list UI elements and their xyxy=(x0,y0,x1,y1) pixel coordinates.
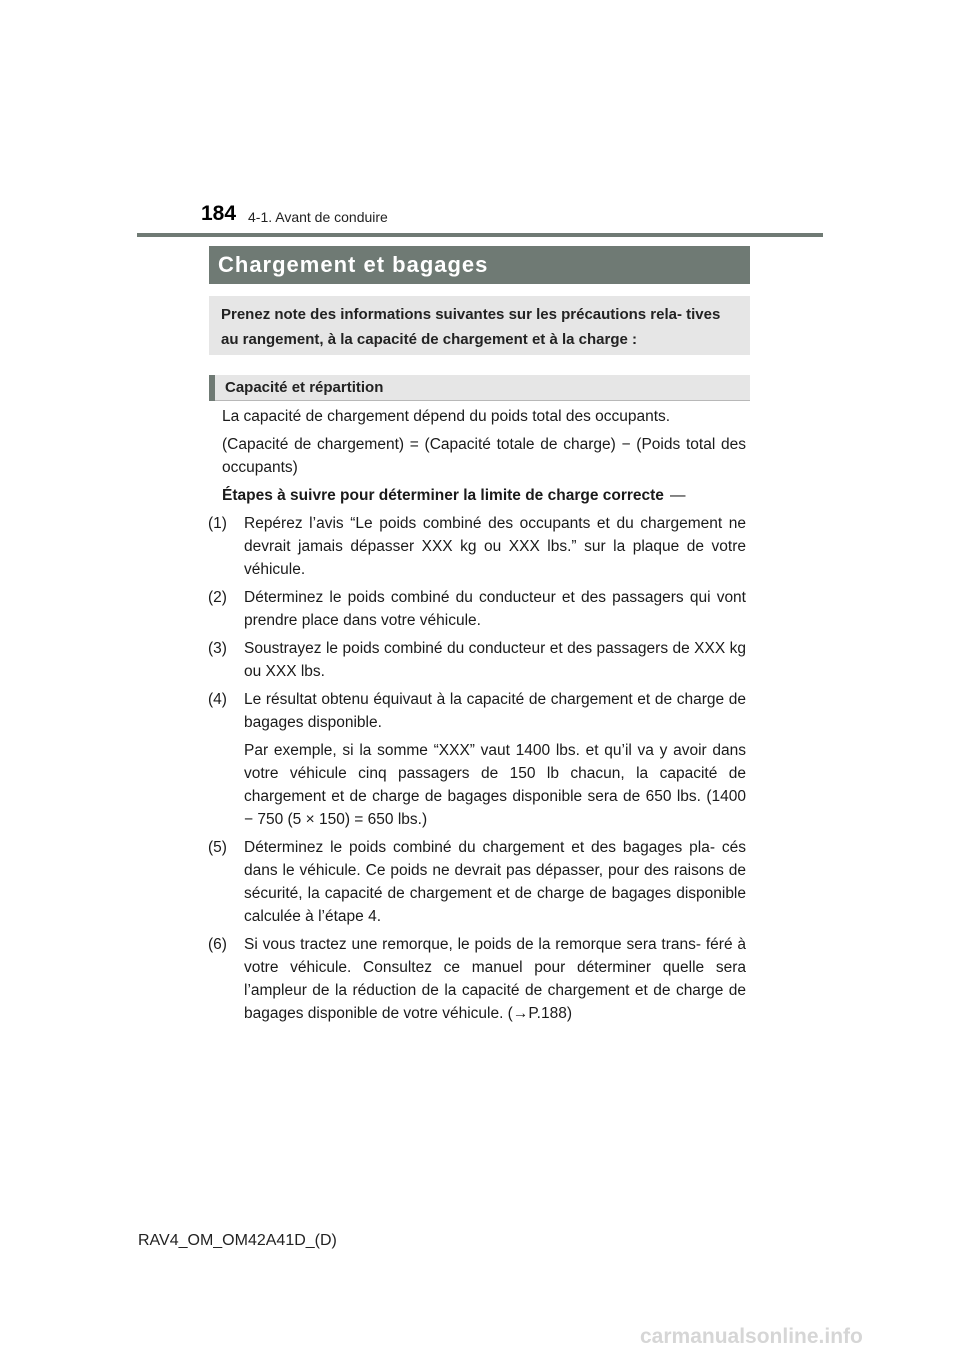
step-number: (3) xyxy=(208,640,227,657)
step-item xyxy=(208,933,746,1025)
step-example: Par exemple, si la somme “XXX” vaut 1400 lbs. et qu’il va y avoir dans votre véhicule cinq passagers de 150 lb chacun, la capacité de chargement et de charge de bagages disponible sera de 650 lbs. (1400 − 750 (5 × 150) = 650 lbs.) xyxy=(244,742,746,828)
title-banner xyxy=(209,246,750,284)
page-title: Chargement et bagages xyxy=(218,252,489,277)
step-text: Soustrayez le poids combiné du conducteur et des passagers de XXX kg ou XXX lbs. xyxy=(244,640,746,680)
watermark: carmanualsonline.info xyxy=(640,1325,863,1348)
step-number: (1) xyxy=(208,515,227,532)
step-text: Le résultat obtenu équivaut à la capacité de chargement et de charge de bagages disponible. xyxy=(244,691,746,731)
section-heading xyxy=(209,375,750,401)
steps-title xyxy=(208,484,746,507)
section-heading-accent xyxy=(209,375,215,401)
step-text: Si vous tractez une remorque, le poids de la remorque sera trans- féré à votre véhicule. Consultez ce manuel pour déterminer quelle sera l’ampleur de la réduction de la capacité de chargement et de charge de bagages disponible de votre véhicule. (→P.188) xyxy=(244,936,746,1022)
step-number: (2) xyxy=(208,589,227,606)
step-item xyxy=(208,512,746,581)
step-item xyxy=(208,637,746,683)
section-heading-label: Capacité et répartition xyxy=(225,379,384,396)
header-divider xyxy=(137,233,823,237)
steps-title-dash: — xyxy=(669,487,686,504)
page-number: 184 xyxy=(201,202,237,225)
paragraph-capacity: La capacité de chargement dépend du poids total des occupants. xyxy=(222,408,671,425)
step-item xyxy=(208,836,746,928)
step-item xyxy=(208,688,746,734)
step-text: Repérez l’avis “Le poids combiné des occupants et du chargement ne devrait jamais dépasser XXX kg ou XXX lbs.” sur la plaque de votre véhicule. xyxy=(244,515,746,578)
step-number: (5) xyxy=(208,839,227,856)
step-number: (6) xyxy=(208,936,227,953)
breadcrumb: 4-1. Avant de conduire xyxy=(248,209,388,225)
paragraph-formula: (Capacité de chargement) = (Capacité totale de charge) − (Poids total des occupants) xyxy=(222,436,746,476)
steps-title-text: Étapes à suivre pour déterminer la limite de charge correcte xyxy=(222,487,664,504)
step-item xyxy=(208,586,746,632)
step-number: (4) xyxy=(208,691,227,708)
step-text: Déterminez le poids combiné du chargement et des bagages pla- cés dans le véhicule. Ce poids ne devrait pas dépasser, pour des raisons de sécurité, la capacité de chargement et de charge de bagages disponible calculée à l’étape 4. xyxy=(244,839,746,925)
step-text: Déterminez le poids combiné du conducteur et des passagers qui vont prendre place dans votre véhicule. xyxy=(244,589,746,629)
section-content xyxy=(208,405,746,1030)
document-code: RAV4_OM_OM42A41D_(D) xyxy=(138,1232,337,1249)
intro-box: Prenez note des informations suivantes sur les précautions rela- tives au rangement, à la capacité de chargement et à la charge : xyxy=(209,296,750,355)
